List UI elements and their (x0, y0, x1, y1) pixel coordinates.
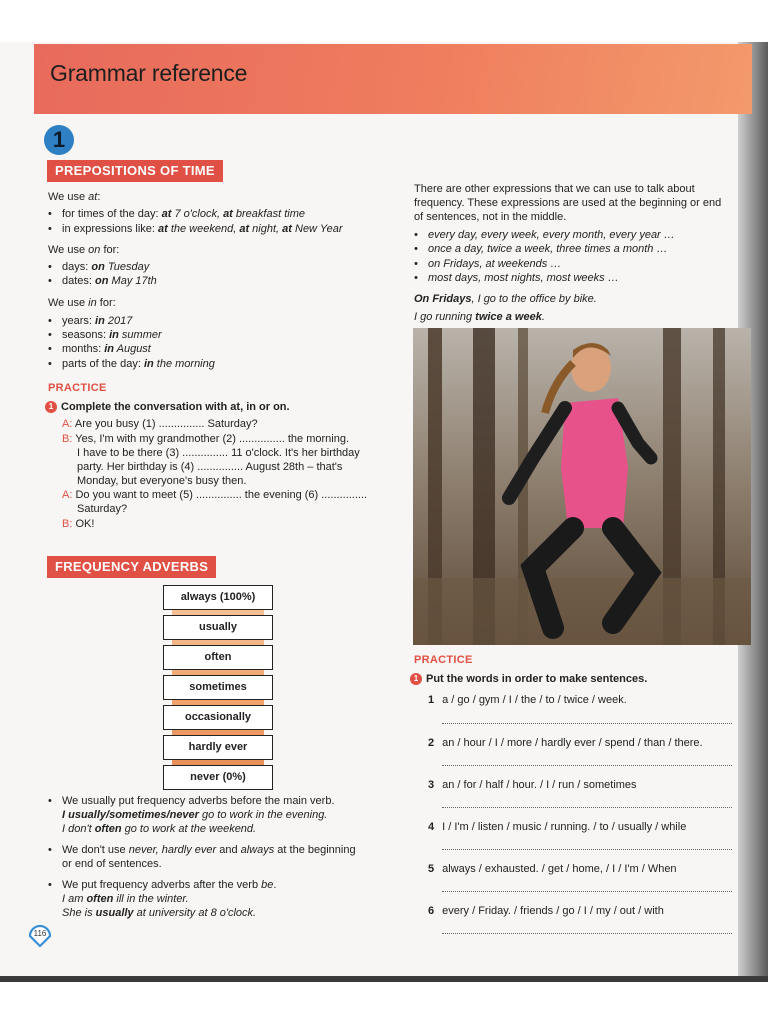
expressions-intro-3: of sentences, not in the middle. (414, 211, 567, 223)
exercise-2-instruction: 1 Put the words in order to make sentences. (410, 672, 647, 686)
reorder-item-4: 4 I / I'm / listen / music / running. / to / usually / while (428, 821, 687, 833)
exercise-number: 1 (410, 673, 422, 685)
at-intro: We use at: (48, 191, 101, 203)
at-item-1: • for times of the day: at 7 o'clock, at breakfast time (62, 207, 305, 221)
expressions-intro-2: frequency. These expressions are used at the beginning or end (414, 197, 722, 209)
on-item-1: • days: on Tuesday (62, 260, 149, 274)
reorder-item-3: 3 an / for / half / hour. / I / run / sometimes (428, 779, 637, 791)
expression-item: • once a day, twice a week, three times a month … (428, 242, 667, 256)
dialogue-line: B: Yes, I'm with my grandmother (2) ............... the morning. (62, 433, 350, 445)
in-intro: We use in for: (48, 297, 116, 309)
reorder-item-2: 2 an / hour / I / more / hardly ever / spend / than / there. (428, 737, 703, 749)
expression-example-1: On Fridays, I go to the office by bike. (414, 293, 597, 305)
frequency-box-often: often (163, 645, 273, 670)
answer-line-6[interactable] (442, 932, 732, 934)
answer-line-1[interactable] (442, 722, 732, 724)
page-bottom-edge (0, 976, 768, 982)
dialogue-line: Monday, but everyone's busy then. (77, 475, 247, 487)
on-intro: We use on for: (48, 244, 120, 256)
expression-item: • every day, every week, every month, every year … (428, 228, 675, 242)
dialogue-line: A: Do you want to meet (5) ............... the evening (6) ............... (62, 489, 368, 501)
frequency-note-2-cont: or end of sentences. (62, 858, 162, 870)
answer-line-5[interactable] (442, 890, 732, 892)
frequency-box-occasionally: occasionally (163, 705, 273, 730)
answer-line-3[interactable] (442, 806, 732, 808)
frequency-note-1-ex1: I usually/sometimes/never go to work in the evening. (62, 809, 328, 821)
page-number: 116 (33, 929, 47, 938)
exercise-1-instruction: 1 Complete the conversation with at, in or on. (45, 400, 290, 414)
reorder-item-5: 5 always / exhausted. / get / home, / I / I'm / When (428, 863, 677, 875)
in-item-2: • seasons: in summer (62, 328, 162, 342)
on-item-2: • dates: on May 17th (62, 274, 157, 288)
expression-item: • on Fridays, at weekends … (428, 257, 561, 271)
expression-item: • most days, most nights, most weeks … (428, 271, 619, 285)
runner-photo (413, 328, 751, 645)
frequency-box-usually: usually (163, 615, 273, 640)
unit-badge: 1 (44, 125, 74, 155)
dialogue-line: A: Are you busy (1) ............... Saturday? (62, 418, 258, 430)
frequency-box-hardly-ever: hardly ever (163, 735, 273, 760)
frequency-note-3-ex1: I am often ill in the winter. (62, 893, 189, 905)
frequency-note-2: • We don't use never, hardly ever and always at the beginning (62, 843, 356, 857)
dialogue-line: Saturday? (77, 503, 128, 515)
page-title: Grammar reference (50, 60, 248, 86)
frequency-box-always: always (100%) (163, 585, 273, 610)
section-label-prepositions: PREPOSITIONS OF TIME (47, 160, 223, 182)
frequency-note-1: • We usually put frequency adverbs before the main verb. (62, 794, 335, 808)
exercise-number: 1 (45, 401, 57, 413)
frequency-box-never: never (0%) (163, 765, 273, 790)
frequency-note-3-ex2: She is usually at university at 8 o'clock. (62, 907, 257, 919)
dialogue-line: I have to be there (3) ............... 11 o'clock. It's her birthday (77, 447, 360, 459)
answer-line-2[interactable] (442, 764, 732, 766)
practice-label-2: PRACTICE (414, 654, 473, 666)
expression-example-2: I go running twice a week. (414, 311, 545, 323)
dialogue-line: B: OK! (62, 518, 95, 530)
in-item-4: • parts of the day: in the morning (62, 357, 215, 371)
reorder-item-1: 1 a / go / gym / I / the / to / twice / week. (428, 694, 627, 706)
answer-line-4[interactable] (442, 848, 732, 850)
expressions-intro-1: There are other expressions that we can use to talk about (414, 183, 695, 195)
in-item-1: • years: in 2017 (62, 314, 132, 328)
practice-label-1: PRACTICE (48, 382, 107, 394)
at-item-2: • in expressions like: at the weekend, at night, at New Year (62, 222, 343, 236)
in-item-3: • months: in August (62, 342, 151, 356)
frequency-note-1-ex2: I don't often go to work at the weekend. (62, 823, 257, 835)
dialogue-line: party. Her birthday is (4) ............... August 28th – that's (77, 461, 343, 473)
frequency-box-sometimes: sometimes (163, 675, 273, 700)
reorder-item-6: 6 every / Friday. / friends / go / I / my / out / with (428, 905, 664, 917)
section-label-frequency: FREQUENCY ADVERBS (47, 556, 216, 578)
frequency-note-3: • We put frequency adverbs after the verb be. (62, 878, 276, 892)
